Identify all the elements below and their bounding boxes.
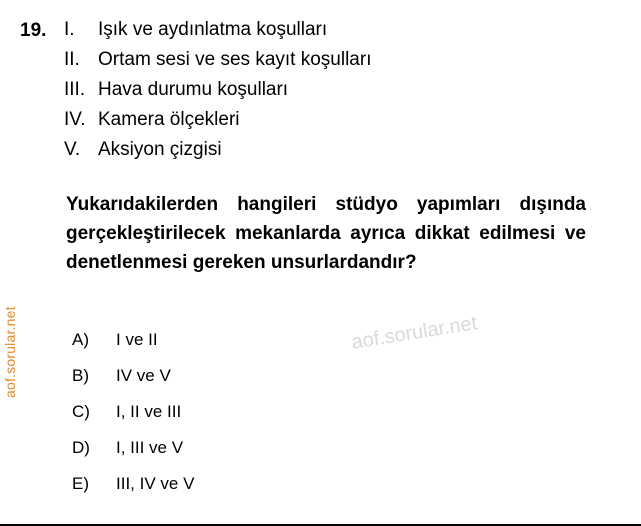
question-stem: Yukarıdakilerden hangileri stüdyo yapımları dışında gerçekleştirilecek mekanlarda ayrıca dikkat edilmesi ve denetlenmesi gereken unsurlardandır?	[66, 194, 586, 273]
option-text: I, III ve V	[116, 438, 184, 457]
option-c[interactable]	[72, 402, 572, 438]
option-e[interactable]	[72, 474, 572, 510]
side-watermark: aof.sorular.net	[2, 306, 18, 398]
list-item-label: I.	[64, 19, 75, 40]
list-item-text: Aksiyon çizgisi	[98, 139, 222, 160]
list-item	[64, 48, 584, 72]
option-d[interactable]	[72, 438, 572, 474]
option-key: E)	[72, 474, 89, 493]
option-text: I ve II	[116, 330, 158, 349]
option-text: I, II ve III	[116, 402, 182, 421]
list-item-label: II.	[64, 49, 80, 70]
option-text: IV ve V	[116, 366, 171, 385]
list-item-text: Ortam sesi ve ses kayıt koşulları	[98, 49, 372, 70]
option-a[interactable]	[72, 330, 572, 366]
option-b[interactable]	[72, 366, 572, 402]
list-item-label: V.	[64, 139, 81, 160]
list-item	[64, 18, 584, 42]
question-number: 19.	[20, 20, 47, 41]
roman-numeral-list	[64, 18, 584, 168]
list-item	[64, 108, 584, 132]
list-item-text: Işık ve aydınlatma koşulları	[98, 19, 328, 40]
option-key: A)	[72, 330, 89, 349]
option-key: C)	[72, 402, 90, 421]
list-item-label: III.	[64, 79, 86, 100]
answer-options	[72, 330, 572, 510]
list-item	[64, 78, 584, 102]
list-item-label: IV.	[64, 109, 86, 130]
list-item-text: Hava durumu koşulları	[98, 79, 289, 100]
option-text: III, IV ve V	[116, 474, 195, 493]
option-key: B)	[72, 366, 89, 385]
option-key: D)	[72, 438, 90, 457]
center-watermark: aof.sorular.net	[350, 312, 479, 354]
list-item-text: Kamera ölçekleri	[98, 109, 240, 130]
list-item	[64, 138, 584, 162]
